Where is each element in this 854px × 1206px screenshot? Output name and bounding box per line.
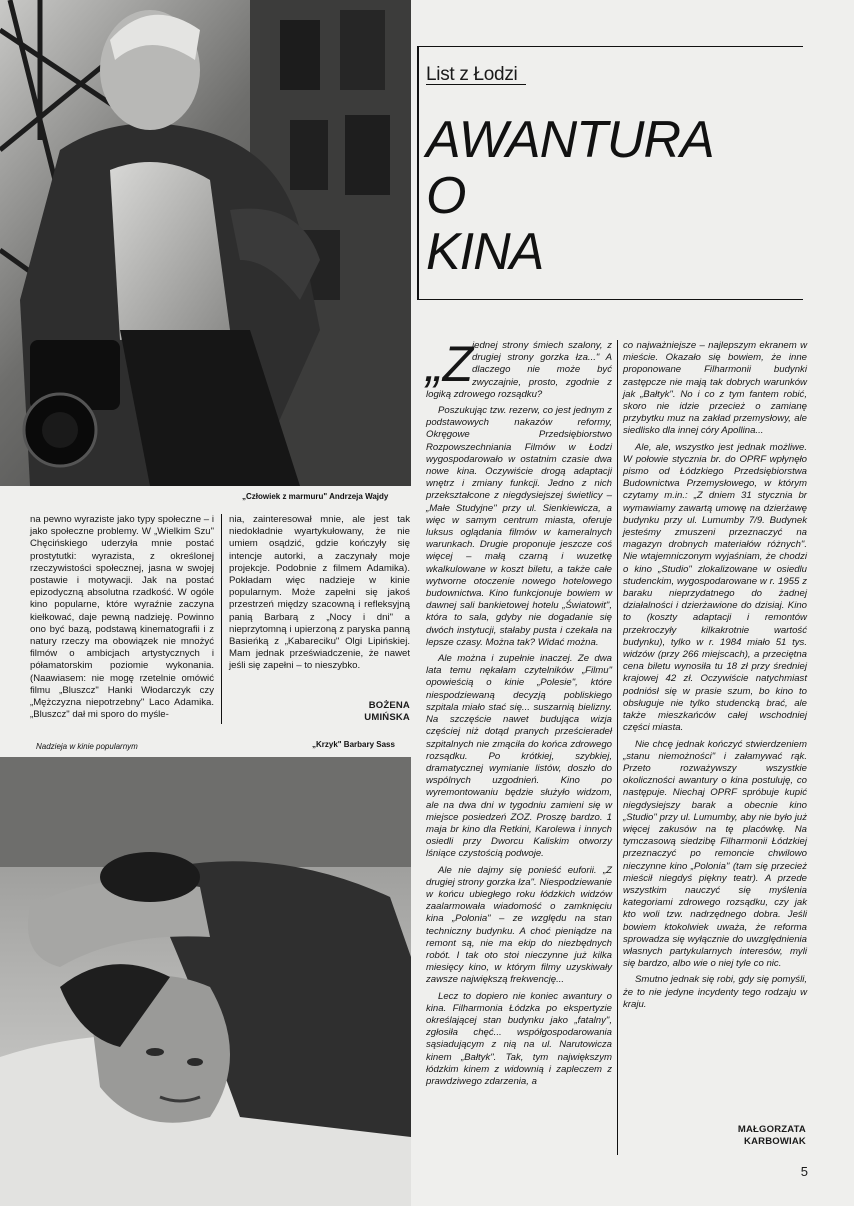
right-article-p7: Ale, ale, wszystko jest jednak możliwe. W połowie stycznia br. do OPRF wpłynęło pismo od Łódzkiego Przedsiębiorstwa Budownictwa Przemysłowego, w którym czytamy m.in.: „Z dniem 31 stycznia br wymawiamy zawartą umowę na dzierżawę budynku przy ul. Lumumby 7/9. Budynek jesteśmy zmuszeni przeznaczyć na magazyn drobnych materiałów różnych". Nie wtajemniczonym wyjaśniam, że chodzi o kino „Studio" zlokalizowane w osiedlu studenckim, wygospodarowane w r. 1955 z baraku nieprzydatnego do żadnej działalności i dzierżawione do dzisiaj. Kino to (koszty adaptacji i remontów przekroczyły kilkakrotnie wartość budynku), tylko w r. 1984 miało 51 tys. widzów (przy 266 miejscach), a przeciętna cena biletu wynosiła tu 18 zł przy średniej krajowej 42 zł. Oczywiście natychmiast podniósł się w prasie szum, bo kino to obsługuje nie tylko studencką brać, ale także mieszkańców całej wschodniej części miasta.: [623, 441, 807, 734]
left-article-signature: [300, 700, 410, 724]
header-bottom-rule: [417, 299, 803, 300]
left-article-column-2: [229, 514, 410, 679]
page-number: 5: [800, 1164, 808, 1179]
author-last-name: UMIŃSKA: [364, 712, 410, 723]
right-article-column-2: [623, 340, 807, 1080]
headline-line-2: O: [426, 167, 466, 225]
author-last-name: KARBOWIAK: [744, 1136, 806, 1147]
right-article-signature: [690, 1124, 806, 1148]
right-article-p8: Nie chcę jednak kończyć stwierdzeniem „stanu niemożności" i załamywać rąk. Przeto rozważywszy wszystkie okoliczności awantury o kina postuluję, co następuje. Niechaj OPRF spróbuje kupić niegdysiejszy barak a obecnie kino „Studio" przy ul. Lumumby, aby nie było już więcej zakusów na tę placówkę. Na tymczasową siedzibę Filharmonii Łódzkiej przeznaczyć po remoncie chwilowo nieczynne kino „Polonia" (tam się przecież mieścił niegdyś piękny teatr). A przede wszystkim nauczyć się myślenia kategoriami zdrowego rozsądku, czy jak kto woli tzw. nadrzędnego dobra. Jeśli bowiem ktokolwiek uważa, że reforma sprowadza się wyłącznie do uwzględnienia własnych partykularnych interesów, myli się bardzo, albo wie o niej tyle co nic.: [623, 738, 807, 970]
film-still-bottom-photo: [0, 757, 411, 1206]
section-label: List z Łodzi: [426, 64, 518, 85]
headline: [426, 112, 714, 280]
right-article-p3: Ale można i zupełnie inaczej. Ze dwa lata temu nękałam czytelników „Filmu" opowieścią o kinie „Polesie", które niespodziewaną decyzją pobliskiego szpitala miało stać się... suszarnią bielizny. Na szczęście nawet budująca wizja częściej niż dotąd pranych prześcieradeł szpitalnych nie zmąciła do końca zdrowego rozsądku. Po krótkiej, szybkiej, dramatycznej wymianie listów, doszło do wspólnych uzgodnień. Kino po wyremontowaniu będzie służyło widzom, ale na dwa dni w tygodniu zamieni się w miejsce posiedzeń ZOZ. Proszę bardzo. 1 maja br kino dla Retkini, Karolewa i innych osiedli przy Dworcu Kaliskim otworzy lśniące czystością podwoje.: [426, 653, 612, 860]
left-article-column-1: [30, 514, 214, 726]
film-still-top-photo: [0, 0, 411, 486]
right-article-p1: jednej strony śmiech szalony, z drugiej strony gorzka łza..." A dlaczego nie może być zwyczajnie, prosto, zgodnie z logiką zdrowego rozsądku?: [426, 340, 612, 400]
left-article-col1-text: na pewno wyraziste jako typy społeczne – i jako społeczne problemy. W „Wielkim Szu" Chęcińskiego uderzyła mnie postać prostytutki: wyrazista, z określonej rzeczywistości społecznej, jasna w swojej postawie i motywacji. Jak na postać epizodyczną absolutna rzadkość. W ogóle kino popularne, które wyraźnie zaczyna kiełkować, daje pewną nadzieję. Powinno ono być bazą, podstawą kinematografii i z natury rzeczy ma obowiązek nie mnożyć filmów o ambicjach artystycznych i półamatorskim poziomie wykonania. (Naawiasem: nie mogę rzetelnie omówić filmu „Bluszcz" Hanki Włodarczyk czy „Mężczyzna niepotrzebny" Laco Adamika. „Bluszcz" dał mi sporo do myśle-: [30, 514, 214, 721]
author-first-name: BOŻENA: [368, 700, 410, 711]
header-top-rule: [417, 46, 803, 47]
headline-line-1: AWANTURA: [426, 111, 714, 169]
right-article-p6: co najważniejsze – najlepszym ekranem w mieście. Okazało się bowiem, że inne proponowane Filharmonii budynki zastępcze nie mają tak dobrych warunków jak „Bałtyk". No i co z tym fantem robić, skoro nie idzie przecież o zamianę przybytku muz na zakład przemysłowy, ale siedlisko dla innej córy Apollina...: [623, 340, 807, 437]
right-article-column-1: [426, 336, 612, 1160]
headline-line-3: KINA: [426, 223, 544, 281]
right-article-p4: Ale nie dajmy się ponieść euforii. „Z drugiej strony gorzka łza". Niespodziewanie w końcu ubiegłego roku łódzkich widzów zaalarmowała wiadomość o zamknięciu kina „Polonia" – ze względu na stan techniczny budynku. A choć pieniądze na remont są, nie ma ekip do niezbędnych robót. I tak oto stoi nieczynne już kilka miesięcy kino, w którym filmy uzyskiwały zawsze największą frekwencję...: [426, 864, 612, 986]
top-photo-caption: „Człowiek z marmuru" Andrzeja Wajdy: [242, 492, 389, 501]
author-first-name: MAŁGORZATA: [737, 1124, 806, 1135]
dropcap: „Z: [426, 336, 474, 392]
right-article-p5: Lecz to dopiero nie koniec awantury o kina. Filharmonia Łódzka po ekspertyzie określającej stan budynku jako „fatalny", zgłosiła chęć... współgospodarowania sąsiadującym z nią na ul. Narutowicza kinem „Bałtyk". Tak, tym największym łódzkim kinem z widownią i zapleczem z prawdziwego zdarzenia, a: [426, 990, 612, 1087]
left-bottom-caption: Nadzieja w kinie popularnym: [36, 742, 138, 751]
header-left-rule: [417, 46, 419, 300]
right-article-intro: [426, 336, 612, 401]
left-article-col2-text: nia, zainteresował mnie, ale jest tak niedokładnie wyartykułowany, że nie umiem osądzić, gdzie kończyły się intencje autorki, a zaczynały moje projekcje. Podobnie z filmem Adamika). Pokładam więc nadzieje w kinie popularnym. Może zapełni się jakoś przestrzeń między szacowną i refleksyjną panią Barbarą z „Nocy i dni" a nieprzytomną i upierzoną z paryska panną Basieńką z „Kabareciku" Olgi Lipińskiej. Mam jednak przeświadczenie, że nawet jeśli się zapełni – to nieszybko.: [229, 514, 410, 672]
right-article-p9: Smutno jednak się robi, gdy się pomyśli, że to nie jedyne incydenty tego rodzaju w kraju.: [623, 974, 807, 1010]
column-divider: [221, 514, 222, 724]
right-column-divider: [617, 340, 618, 1155]
right-bottom-caption: „Krzyk" Barbary Sass: [312, 740, 395, 749]
right-article-p2: Poszukując tzw. rezerw, co jest jednym z podstawowych nakazów reformy, Okręgowe Przedsiębiorstwo Rozpowszechniania Filmów w Łodzi wygospodarowało w ostatnim czasie dwa nowe kina. Oczywiście drogą adaptacji wnętrz i zmiany funkcji. Jedno z nich przekształcone z niegdysiejszej świetlicy – „Małe Studyjne" przy ul. Sienkiewicza, a więc w samym centrum miasta, oferuje luksus oglądania filmów w kameralnych warunkach. Drugie proponuje jeszcze coś więcej – małą czarną i wuzetkę wkalkulowane w koszt biletu, a także całe wytworne otoczenie nowego hotelowego budownictwa. Kino funkcjonuje bowiem w dawnej sali bankietowej hotelu „Światowit", która to sala, gdyby nie dogadanie się dwóch instytucji, stałaby pusta i czekała na lepsze czasy. Można tak? Widać można.: [426, 405, 612, 648]
